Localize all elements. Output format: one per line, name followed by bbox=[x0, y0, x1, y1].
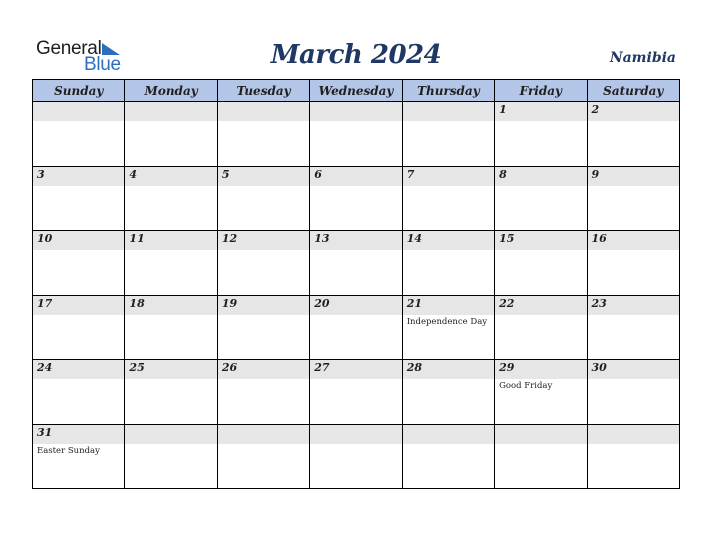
holiday-label bbox=[33, 379, 124, 381]
day-number: 19 bbox=[221, 296, 238, 310]
day-cell[interactable] bbox=[125, 166, 217, 231]
day-number-bar bbox=[588, 425, 679, 444]
country-label: Namibia bbox=[609, 50, 676, 66]
day-number-bar bbox=[218, 360, 309, 379]
holiday-label bbox=[403, 444, 494, 446]
day-cell[interactable] bbox=[125, 424, 217, 489]
holiday-label bbox=[588, 186, 679, 188]
holiday-label bbox=[125, 121, 216, 123]
holiday-label bbox=[218, 444, 309, 446]
day-number-bar bbox=[588, 167, 679, 186]
holiday-label bbox=[125, 315, 216, 317]
day-cell[interactable] bbox=[587, 166, 679, 231]
day-number: 25 bbox=[129, 361, 145, 374]
holiday-label bbox=[33, 121, 124, 123]
day-number: 22 bbox=[499, 296, 515, 310]
day-cell[interactable] bbox=[33, 424, 125, 489]
logo-text-general: General bbox=[36, 38, 102, 59]
holiday-label bbox=[310, 250, 401, 252]
weekday-header: Monday bbox=[125, 80, 217, 102]
day-cell[interactable] bbox=[217, 424, 309, 489]
day-number-bar bbox=[218, 296, 309, 315]
day-number-bar bbox=[403, 102, 494, 121]
holiday-label bbox=[588, 121, 679, 123]
weekday-header: Saturday bbox=[587, 80, 679, 102]
holiday-label bbox=[218, 121, 309, 123]
week-row bbox=[33, 231, 680, 296]
holiday-label bbox=[403, 186, 494, 188]
week-row bbox=[33, 166, 680, 231]
day-cell[interactable] bbox=[587, 295, 679, 360]
day-number-bar bbox=[125, 360, 216, 379]
day-number: 17 bbox=[37, 296, 53, 310]
day-cell[interactable] bbox=[495, 360, 587, 425]
day-cell[interactable] bbox=[310, 102, 402, 167]
day-number-bar bbox=[310, 296, 401, 315]
day-cell[interactable] bbox=[402, 166, 494, 231]
day-cell[interactable] bbox=[33, 360, 125, 425]
holiday-label bbox=[310, 186, 401, 188]
day-cell[interactable] bbox=[402, 231, 494, 296]
day-cell[interactable] bbox=[495, 295, 587, 360]
day-number-bar bbox=[310, 425, 401, 444]
day-number: 18 bbox=[129, 296, 145, 310]
day-number-bar bbox=[33, 425, 124, 444]
day-cell[interactable] bbox=[402, 102, 494, 167]
holiday-label bbox=[495, 444, 586, 446]
day-cell[interactable] bbox=[125, 295, 217, 360]
day-cell[interactable] bbox=[495, 424, 587, 489]
day-number-bar bbox=[310, 102, 401, 121]
day-cell[interactable] bbox=[402, 424, 494, 489]
day-cell[interactable] bbox=[587, 424, 679, 489]
day-number-bar bbox=[310, 360, 401, 379]
day-number: 13 bbox=[314, 232, 330, 245]
day-number: 6 bbox=[314, 167, 322, 181]
holiday-label bbox=[403, 379, 494, 381]
day-number-bar bbox=[218, 167, 309, 186]
day-number-bar bbox=[218, 102, 309, 121]
holiday-label bbox=[33, 315, 124, 317]
day-number: 14 bbox=[406, 232, 422, 245]
day-number-bar bbox=[588, 231, 679, 250]
holiday-label bbox=[218, 379, 309, 381]
week-row bbox=[33, 295, 680, 360]
weekday-header-row bbox=[33, 80, 680, 102]
day-cell[interactable] bbox=[217, 231, 309, 296]
day-number-bar bbox=[125, 296, 216, 315]
calendar-grid bbox=[32, 79, 680, 489]
day-number-bar bbox=[33, 167, 124, 186]
day-number-bar bbox=[495, 296, 586, 315]
day-cell[interactable] bbox=[495, 231, 587, 296]
day-number-bar bbox=[495, 360, 586, 379]
holiday-label bbox=[588, 250, 679, 252]
day-cell[interactable] bbox=[402, 295, 494, 360]
day-number-bar bbox=[495, 102, 586, 121]
day-number-bar bbox=[33, 360, 124, 379]
day-number: 23 bbox=[591, 296, 607, 310]
day-number-bar bbox=[403, 167, 494, 186]
day-number-bar bbox=[403, 425, 494, 444]
day-number: 7 bbox=[406, 167, 415, 181]
day-number: 29 bbox=[499, 361, 515, 374]
day-cell[interactable] bbox=[310, 231, 402, 296]
day-number-bar bbox=[588, 102, 679, 121]
day-number-bar bbox=[588, 296, 679, 315]
day-number: 28 bbox=[406, 361, 422, 374]
day-number-bar bbox=[125, 167, 216, 186]
day-number: 11 bbox=[129, 232, 145, 245]
day-number-bar bbox=[495, 231, 586, 250]
logo-text-blue: Blue bbox=[84, 54, 121, 75]
holiday-label: Easter Sunday bbox=[37, 445, 100, 456]
holiday-label bbox=[495, 186, 586, 188]
day-cell[interactable] bbox=[125, 360, 217, 425]
day-cell[interactable] bbox=[587, 102, 679, 167]
day-number: 16 bbox=[591, 232, 607, 245]
day-number-bar bbox=[310, 167, 401, 186]
day-number-bar bbox=[218, 425, 309, 444]
day-number: 5 bbox=[221, 167, 230, 181]
day-number-bar bbox=[403, 360, 494, 379]
holiday-label bbox=[403, 121, 494, 123]
holiday-label bbox=[310, 121, 401, 123]
holiday-label bbox=[310, 315, 401, 317]
day-number: 4 bbox=[129, 167, 138, 181]
day-number-bar bbox=[588, 360, 679, 379]
day-number-bar bbox=[495, 425, 586, 444]
day-cell[interactable] bbox=[310, 166, 402, 231]
day-number: 15 bbox=[499, 232, 515, 245]
day-cell[interactable] bbox=[33, 166, 125, 231]
calendar-body bbox=[33, 102, 680, 489]
day-number: 24 bbox=[37, 361, 53, 374]
day-number-bar bbox=[403, 231, 494, 250]
week-row bbox=[33, 102, 680, 167]
day-number: 9 bbox=[591, 167, 600, 181]
day-number-bar bbox=[125, 425, 216, 444]
weekday-header: Tuesday bbox=[217, 80, 309, 102]
day-number: 2 bbox=[591, 103, 600, 116]
holiday-label bbox=[125, 250, 216, 252]
day-number-bar bbox=[218, 231, 309, 250]
day-cell[interactable] bbox=[495, 166, 587, 231]
day-cell[interactable] bbox=[33, 231, 125, 296]
day-number: 8 bbox=[499, 167, 507, 181]
day-number: 21 bbox=[406, 296, 422, 310]
day-number-bar bbox=[33, 231, 124, 250]
day-number-bar bbox=[125, 231, 216, 250]
holiday-label bbox=[495, 250, 586, 252]
day-number: 31 bbox=[37, 425, 53, 439]
day-number: 1 bbox=[499, 103, 507, 116]
holiday-label bbox=[125, 444, 216, 446]
holiday-label bbox=[218, 315, 309, 317]
day-cell[interactable] bbox=[33, 102, 125, 167]
holiday-label: Independence Day bbox=[406, 316, 488, 327]
day-number: 26 bbox=[221, 361, 238, 374]
day-number: 20 bbox=[314, 296, 330, 310]
holiday-label: Good Friday bbox=[499, 381, 553, 391]
day-number: 10 bbox=[37, 232, 53, 245]
day-cell[interactable] bbox=[495, 102, 587, 167]
week-row bbox=[33, 360, 680, 425]
page-title: March 2024 bbox=[270, 40, 442, 70]
day-cell[interactable] bbox=[310, 360, 402, 425]
holiday-label bbox=[218, 186, 309, 188]
holiday-label bbox=[125, 379, 216, 381]
holiday-label bbox=[310, 444, 401, 446]
day-cell[interactable] bbox=[33, 295, 125, 360]
day-cell[interactable] bbox=[310, 295, 402, 360]
day-cell[interactable] bbox=[402, 360, 494, 425]
holiday-label bbox=[218, 250, 309, 252]
day-number-bar bbox=[495, 167, 586, 186]
holiday-label bbox=[588, 444, 679, 446]
day-cell[interactable] bbox=[125, 231, 217, 296]
day-cell[interactable] bbox=[125, 102, 217, 167]
holiday-label bbox=[588, 379, 679, 381]
day-cell[interactable] bbox=[310, 424, 402, 489]
day-number-bar bbox=[403, 296, 494, 315]
day-cell[interactable] bbox=[217, 166, 309, 231]
weekday-header: Thursday bbox=[402, 80, 494, 102]
weekday-header: Wednesday bbox=[310, 80, 402, 102]
holiday-label bbox=[588, 315, 679, 317]
week-row bbox=[33, 424, 680, 489]
weekday-header: Friday bbox=[495, 80, 587, 102]
holiday-label bbox=[310, 379, 401, 381]
day-number: 12 bbox=[221, 232, 238, 245]
day-number: 30 bbox=[591, 361, 607, 374]
day-cell[interactable] bbox=[217, 295, 309, 360]
day-cell[interactable] bbox=[587, 360, 679, 425]
day-number-bar bbox=[310, 231, 401, 250]
day-number-bar bbox=[33, 102, 124, 121]
weekday-header: Sunday bbox=[33, 80, 125, 102]
holiday-label bbox=[403, 250, 494, 252]
holiday-label bbox=[495, 315, 586, 317]
day-cell[interactable] bbox=[217, 102, 309, 167]
day-number: 3 bbox=[37, 167, 45, 181]
holiday-label bbox=[33, 186, 124, 188]
day-number-bar bbox=[33, 296, 124, 315]
holiday-label bbox=[495, 121, 586, 123]
holiday-label bbox=[33, 250, 124, 252]
day-number: 27 bbox=[314, 361, 330, 374]
holiday-label bbox=[125, 186, 216, 188]
day-cell[interactable] bbox=[217, 360, 309, 425]
day-cell[interactable] bbox=[587, 231, 679, 296]
day-number-bar bbox=[125, 102, 216, 121]
